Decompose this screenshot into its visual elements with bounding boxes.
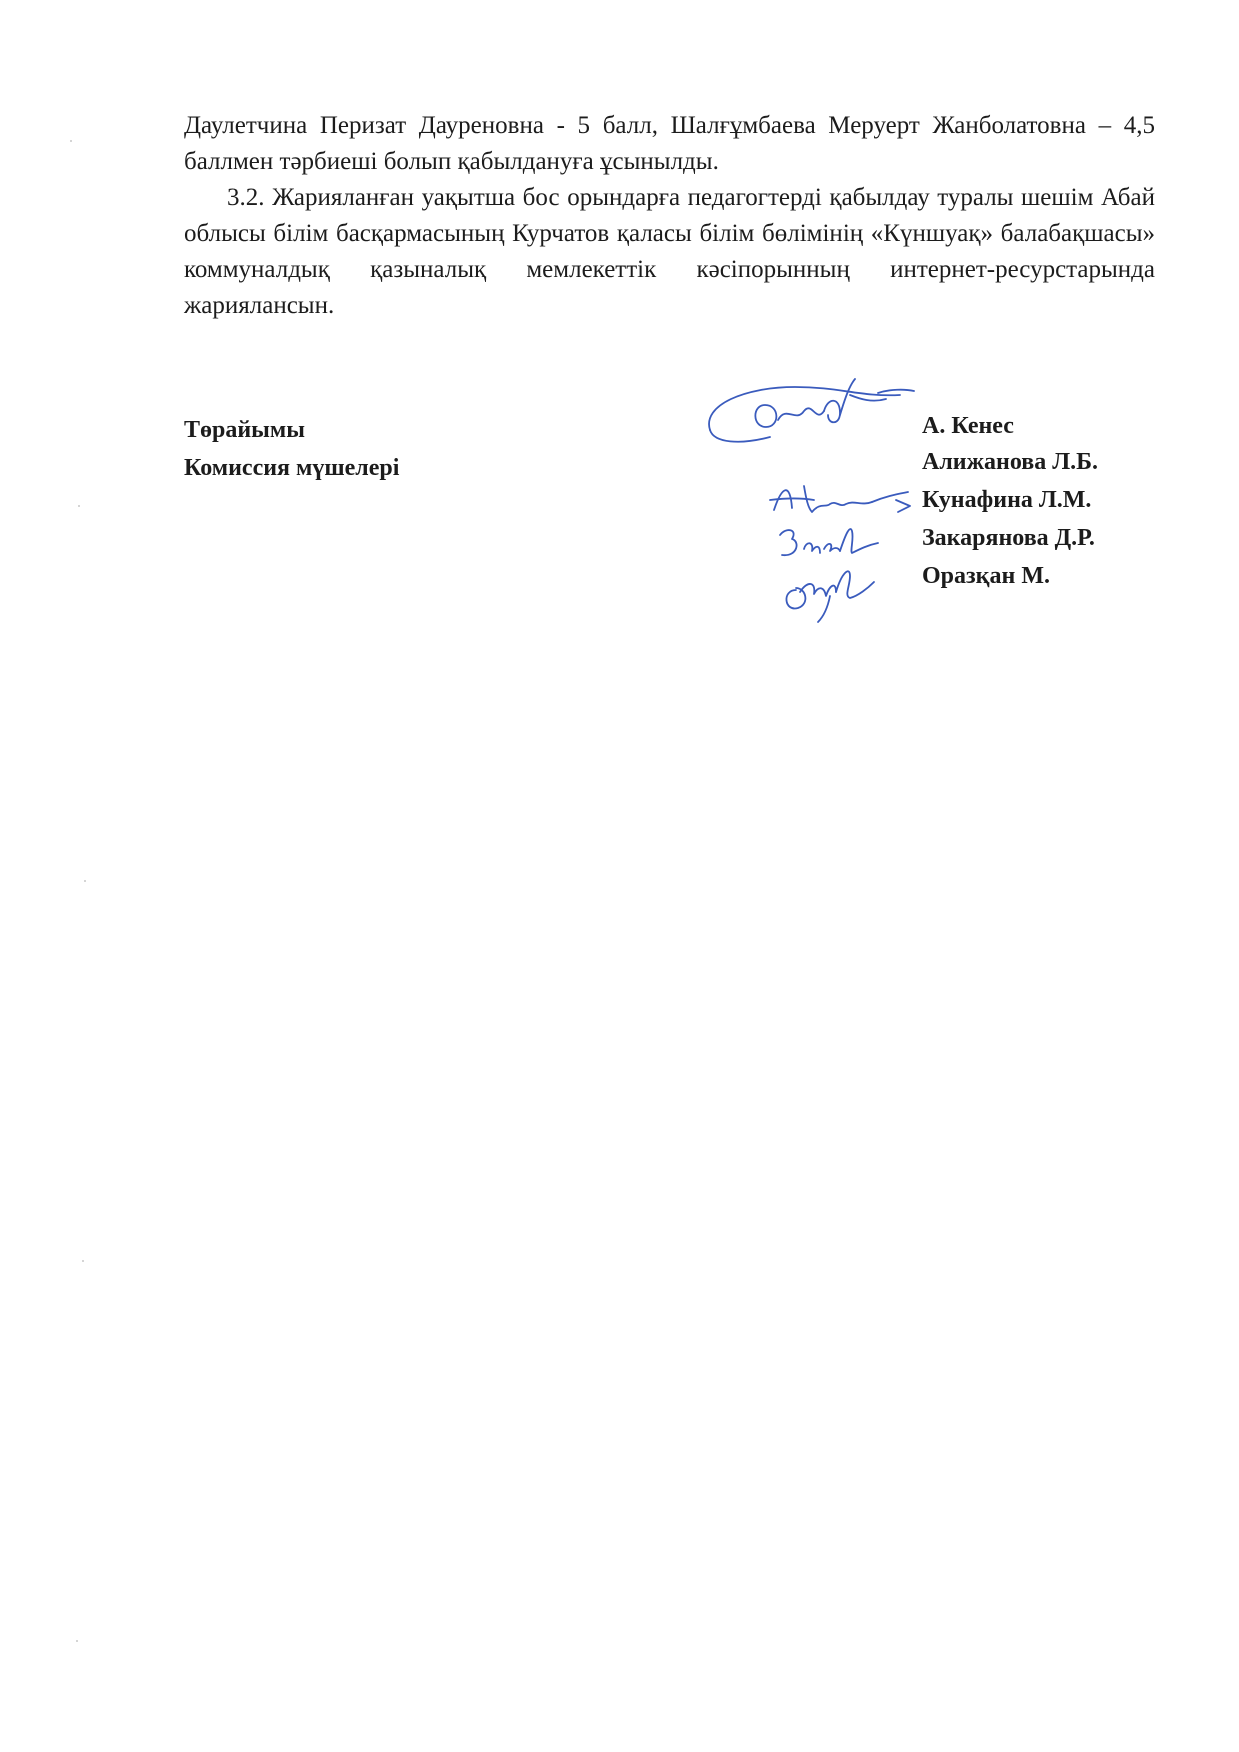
scan-speck xyxy=(78,505,80,507)
chair-label: Төрайымы xyxy=(184,417,306,443)
scan-speck xyxy=(76,1640,78,1642)
signatory-name-1: А. Кенес xyxy=(922,413,1014,439)
members-label: Комиссия мүшелері xyxy=(184,455,400,481)
signatory-name-2: Алижанова Л.Б. xyxy=(922,449,1098,475)
paragraph-recommendation: Даулетчина Перизат Дауреновна - 5 балл, Шалғұмбаева Меруерт Жанболатовна – 4,5 баллмен тәрбиеші болып қабылдануға ұсынылды. xyxy=(184,112,1155,175)
body-text xyxy=(184,108,1155,324)
signature-chair xyxy=(700,375,920,470)
signatory-name-3: Кунафина Л.М. xyxy=(922,487,1092,513)
paragraph-3-2-publication: 3.2. Жарияланған уақытша бос орындарға педагогтерді қабылдау туралы шешім Абай облысы білім басқармасының Курчатов қаласы білім бөлімінің «Күншуақ» балабақшасы» коммуналдық қазыналық мемлекеттік кәсіпорынның интернет-ресурстарында жариялансын. xyxy=(184,184,1155,319)
scan-speck xyxy=(84,880,86,882)
scan-speck xyxy=(70,140,72,142)
scan-speck xyxy=(82,1260,84,1262)
signature-kunafina xyxy=(774,523,884,565)
signatory-name-5: Оразқан М. xyxy=(922,563,1050,589)
signature-alizhanova xyxy=(768,478,918,523)
signatory-name-4: Закарянова Д.Р. xyxy=(922,525,1095,551)
signature-zakaryanova xyxy=(778,562,878,624)
